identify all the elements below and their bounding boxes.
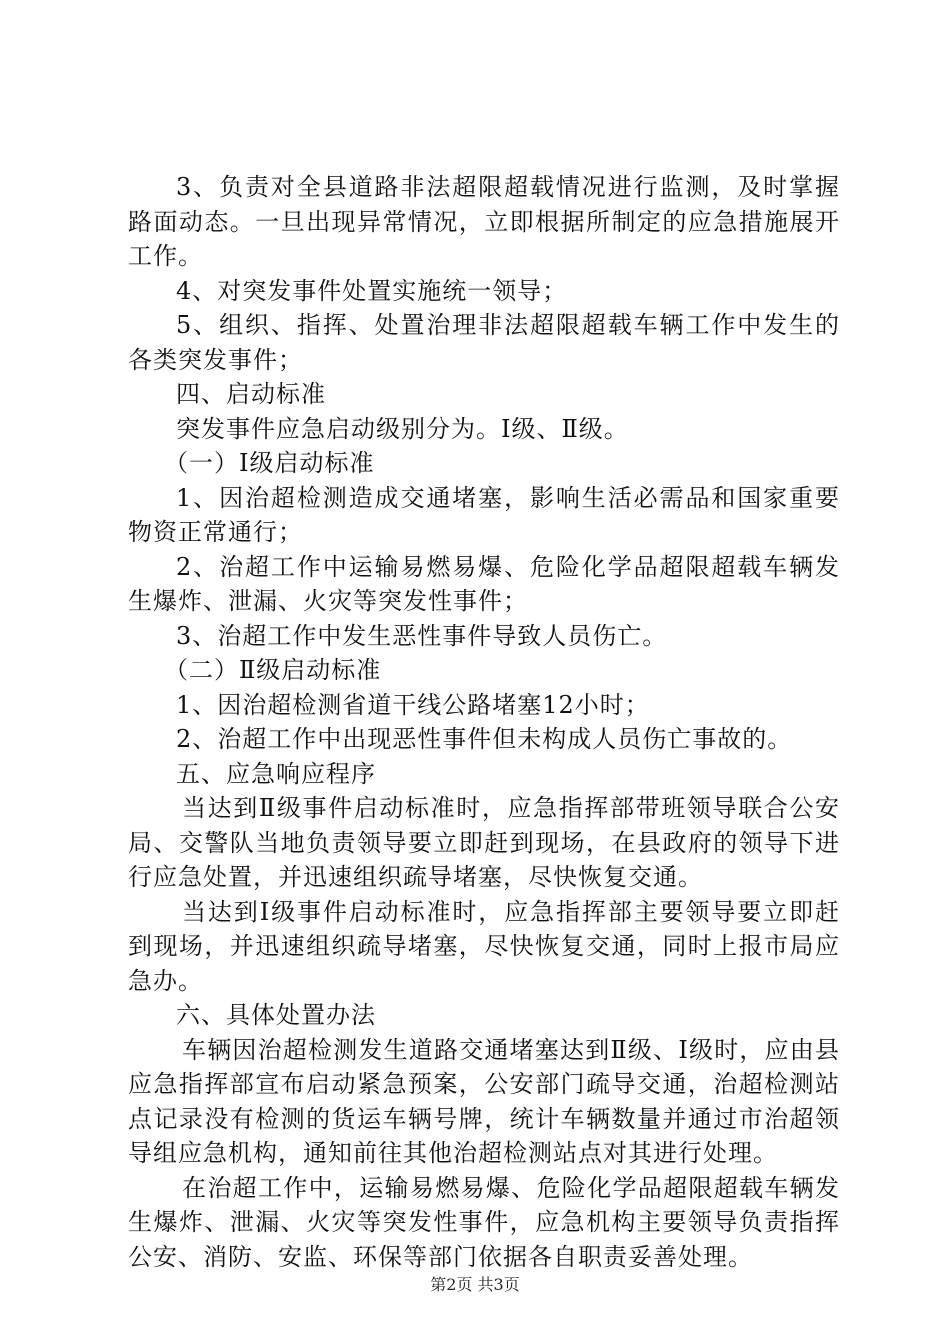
paragraph-item-4: 4、对突发事件处置实施统一领导；: [176, 276, 568, 305]
section-heading-6: 六、具体处置办法: [176, 1001, 376, 1029]
section-heading-5: 五、应急响应程序: [176, 759, 376, 788]
response-level-1-paragraph: 当达到Ⅰ级事件启动标准时，应急指挥部主要领导要立即赶到现场，并迅速组织疏导堵塞，尽快恢复交通，同时上报市局应急办。: [128, 897, 840, 995]
handling-congestion-paragraph: 车辆因治超检测发生道路交通堵塞达到Ⅱ级、Ⅰ级时，应由县应急指挥部宣布启动紧急预案，公安部门疏导交通，治超检测站点记录没有检测的货运车辆号牌，统计车辆数量并通过市治超领导组应急机构，通知前往其他治超检测站点对其进行处理。: [128, 1035, 840, 1167]
level-1-item-3: 3、治超工作中发生恶性事件导致人员伤亡。: [176, 621, 668, 650]
paragraph-item-5: 5、组织、指挥、处置治理非法超限超载车辆工作中发生的各类突发事件；: [128, 311, 840, 374]
level-2-item-1: 1、因治超检测省道干线公路堵塞12小时；: [176, 690, 650, 719]
subsection-heading-level-2: （二）Ⅱ级启动标准: [164, 656, 382, 684]
section-heading-4: 四、启动标准: [176, 380, 326, 408]
subsection-heading-level-1: （一）Ⅰ级启动标准: [164, 449, 375, 477]
paragraph-levels: 突发事件应急启动级别分为。Ⅰ级、Ⅱ级。: [176, 414, 629, 443]
page-footer: 第2页 共3页: [430, 1275, 520, 1294]
level-1-item-1: 1、因治超检测造成交通堵塞，影响生活必需品和国家重要物资正常通行；: [128, 483, 840, 546]
handling-hazard-paragraph: 在治超工作中，运输易燃易爆、危险化学品超限超载车辆发生爆炸、泄漏、火灾等突发性事件，应急机构主要领导负责指挥公安、消防、安监、环保等部门依据各自职责妥善处理。: [128, 1173, 840, 1271]
document-body: [128, 170, 840, 1274]
level-2-item-2: 2、治超工作中出现恶性事件但未构成人员伤亡事故的。: [176, 725, 793, 753]
paragraph-item-3: 3、负责对全县道路非法超限超载情况进行监测，及时掌握路面动态。一旦出现异常情况，立即根据所制定的应急措施展开工作。: [128, 173, 840, 270]
level-1-item-2: 2、治超工作中运输易燃易爆、危险化学品超限超载车辆发生爆炸、泄漏、火灾等突发性事件；: [128, 552, 840, 615]
response-level-2-paragraph: 当达到Ⅱ级事件启动标准时，应急指挥部带班领导联合公安局、交警队当地负责领导要立即赶到现场，在县政府的领导下进行应急处置，并迅速组织疏导堵塞，尽快恢复交通。: [128, 794, 840, 891]
